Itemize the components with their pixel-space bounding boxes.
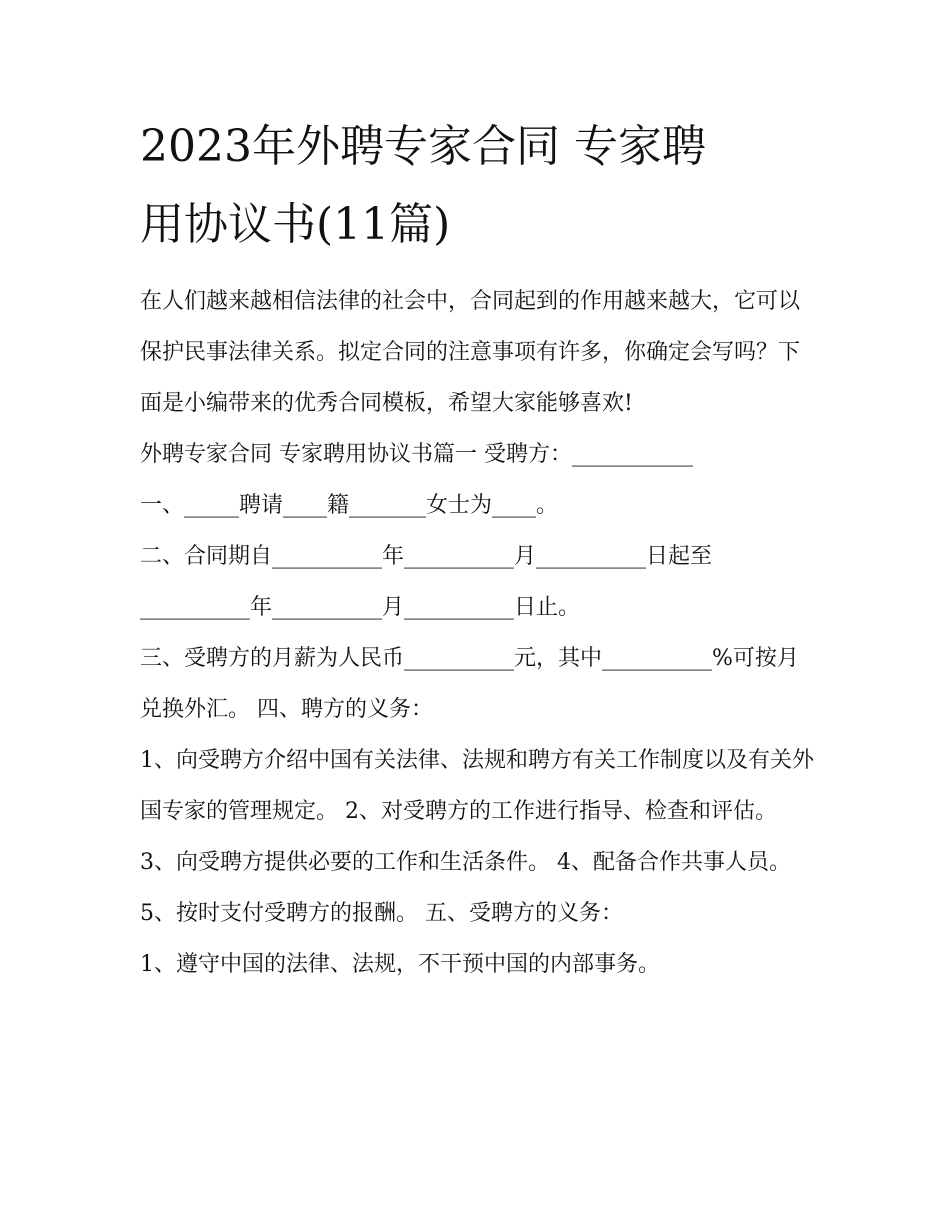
clause-1-paragraph: 一、_____聘请____籍_______女士为____。: [140, 493, 559, 518]
employer-duties-paragraph-1: 1、向受聘方介绍中国有关法律、法规和聘方有关工作制度以及有关外国专家的管理规定。 2、对受聘方的工作进行指导、检查和评估。: [140, 748, 814, 824]
intro-paragraph: 在人们越来越相信法律的社会中，合同起到的作用越来越大，它可以保护民事法律关系。拟定合同的注意事项有许多，你确定会写吗？下面是小编带来的优秀合同模板，希望大家能够喜欢!: [140, 289, 801, 416]
employer-duties-paragraph-2: 3、向受聘方提供必要的工作和生活条件。 4、配备合作共事人员。 5、按时支付受聘方的报酬。 五、受聘方的义务：: [140, 850, 791, 926]
section-header-paragraph: 外聘专家合同 专家聘用协议书篇一 受聘方：___________: [140, 442, 693, 467]
title-line-2: 用协议书(11篇): [140, 199, 451, 250]
employee-duties-paragraph-1: 1、遵守中国的法律、法规，不干预中国的内部事务。: [140, 952, 660, 977]
document-title: [140, 108, 820, 264]
clause-3-paragraph: 三、受聘方的月薪为人民币__________元，其中__________%可按月兑换外汇。 四、聘方的义务：: [140, 646, 799, 722]
document-body: [140, 276, 820, 990]
title-line-1: 2023年外聘专家合同 专家聘: [140, 121, 706, 172]
clause-2-paragraph: 二、合同期自__________年__________月__________日起至__________年__________月__________日止。: [140, 544, 713, 620]
